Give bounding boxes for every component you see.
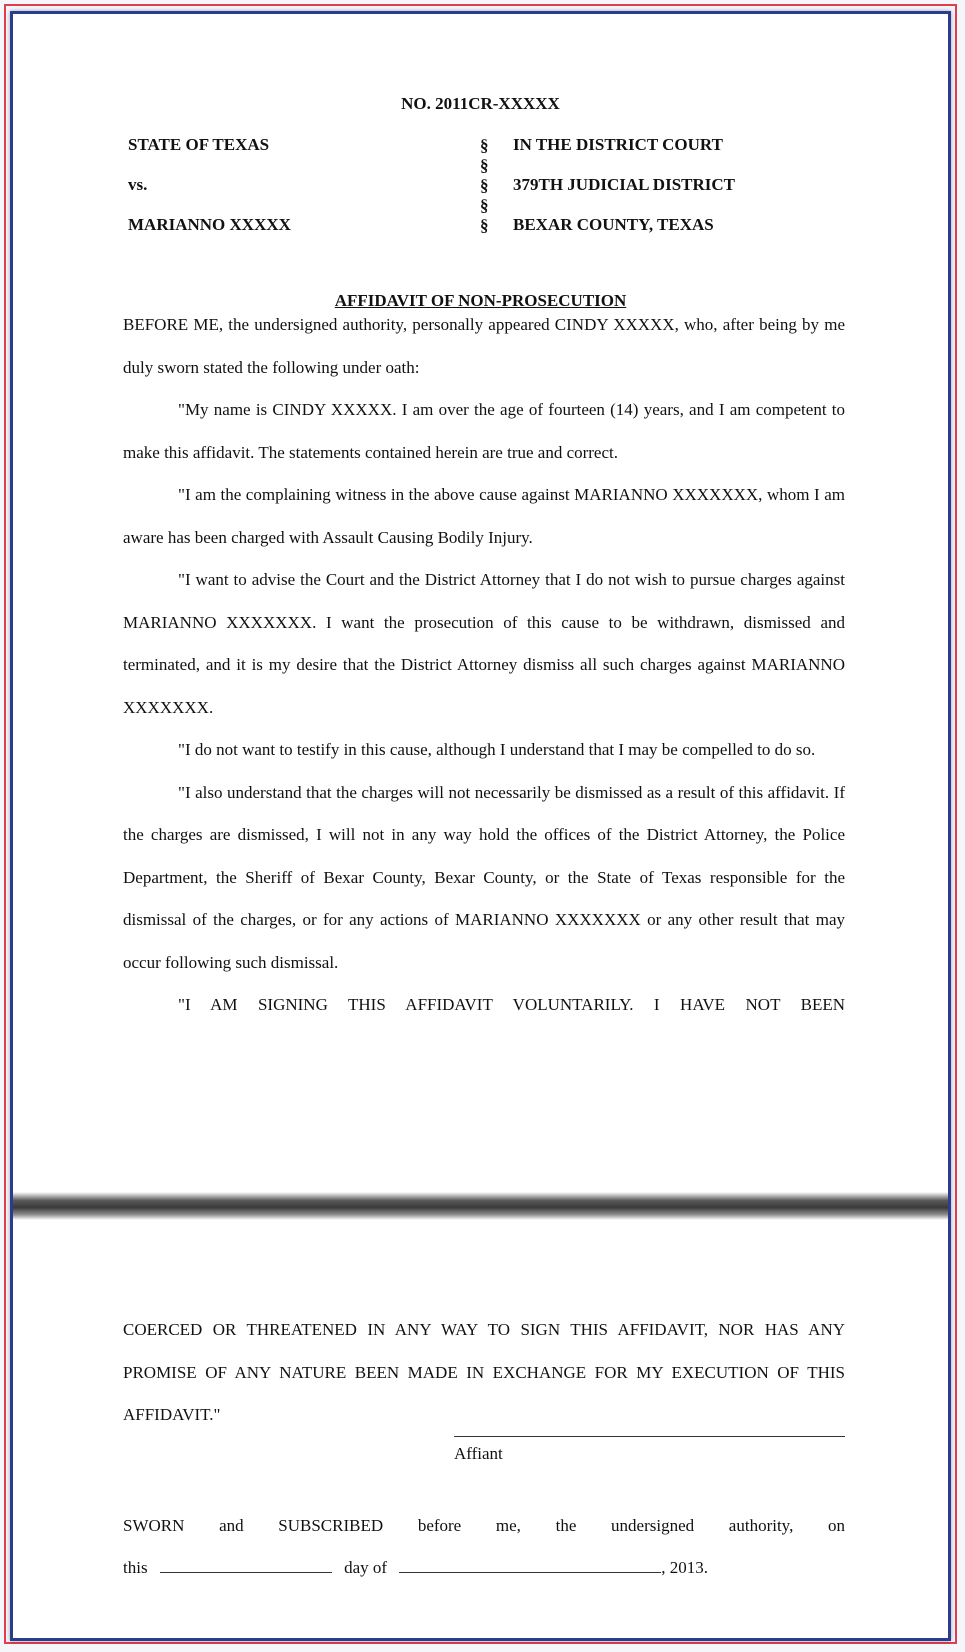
section-mark: §	[480, 216, 489, 235]
date-day-of-label: day of	[344, 1558, 388, 1577]
caption-versus: vs.	[128, 175, 148, 194]
month-blank	[399, 1558, 661, 1573]
signature-line	[454, 1436, 845, 1437]
caption-plaintiff: STATE OF TEXAS	[128, 135, 270, 154]
caption-county: BEXAR COUNTY, TEXAS	[513, 215, 714, 234]
caption-district: 379TH JUDICIAL DISTRICT	[513, 175, 735, 194]
case-number: NO. 2011CR-XXXXX	[401, 94, 560, 113]
date-year: , 2013.	[661, 1558, 709, 1577]
paragraph: "I AM SIGNING THIS AFFIDAVIT VOLUNTARILY. I HAVE NOT BEEN	[178, 995, 845, 1014]
sworn-statement: SWORN and SUBSCRIBED before me, the undersigned authority, on	[123, 1516, 845, 1535]
document-viewer[interactable]	[10, 11, 951, 1641]
affidavit-body	[123, 304, 845, 1027]
paragraph: "I want to advise the Court and the District Attorney that I do not wish to pursue charges against MARIANNO XXXXXXX. I want the prosecution of this cause to be withdrawn, dismissed and terminated, and it is my desire that the District Attorney dismiss all such charges against MARIANNO XXXXXXX.	[123, 570, 845, 717]
signature-label: Affiant	[454, 1444, 503, 1463]
section-mark: §	[480, 176, 489, 195]
document-title: AFFIDAVIT OF NON-PROSECUTION	[334, 291, 627, 310]
page-break	[13, 1192, 948, 1220]
paragraph: "I am the complaining witness in the above cause against MARIANNO XXXXXXX, whom I am aware has been charged with Assault Causing Bodily Injury.	[123, 485, 845, 547]
date-this-label: this	[123, 1558, 148, 1577]
page-1	[13, 14, 948, 1192]
caption-court: IN THE DISTRICT COURT	[513, 135, 723, 154]
affidavit-body-continued	[123, 1309, 845, 1437]
day-blank	[160, 1558, 332, 1573]
caption-defendant: MARIANNO XXXXX	[128, 215, 291, 234]
paragraph: COERCED OR THREATENED IN ANY WAY TO SIGN THIS AFFIDAVIT, NOR HAS ANY PROMISE OF ANY NATURE BEEN MADE IN EXCHANGE FOR MY EXECUTION OF THIS AFFIDAVIT."	[123, 1320, 845, 1424]
paragraph: "I do not want to testify in this cause, although I understand that I may be compelled to do so.	[178, 740, 816, 759]
section-mark: §	[480, 156, 489, 175]
date-line	[123, 1547, 708, 1590]
paragraph: BEFORE ME, the undersigned authority, personally appeared CINDY XXXXX, who, after being by me duly sworn stated the following under oath:	[123, 315, 845, 377]
section-mark: §	[480, 196, 489, 215]
paragraph: "My name is CINDY XXXXX. I am over the age of fourteen (14) years, and I am competent to make this affidavit. The statements contained herein are true and correct.	[123, 400, 845, 462]
section-mark: §	[480, 136, 489, 155]
page-2	[13, 1220, 948, 1640]
paragraph: "I also understand that the charges will not necessarily be dismissed as a result of this affidavit. If the charges are dismissed, I will not in any way hold the offices of the District Attorney, the Police Department, the Sheriff of Bexar County, Bexar County, or the State of Texas responsible for the dismissal of the charges, or for any actions of MARIANNO XXXXXXX or any other result that may occur following such dismissal.	[123, 782, 845, 972]
